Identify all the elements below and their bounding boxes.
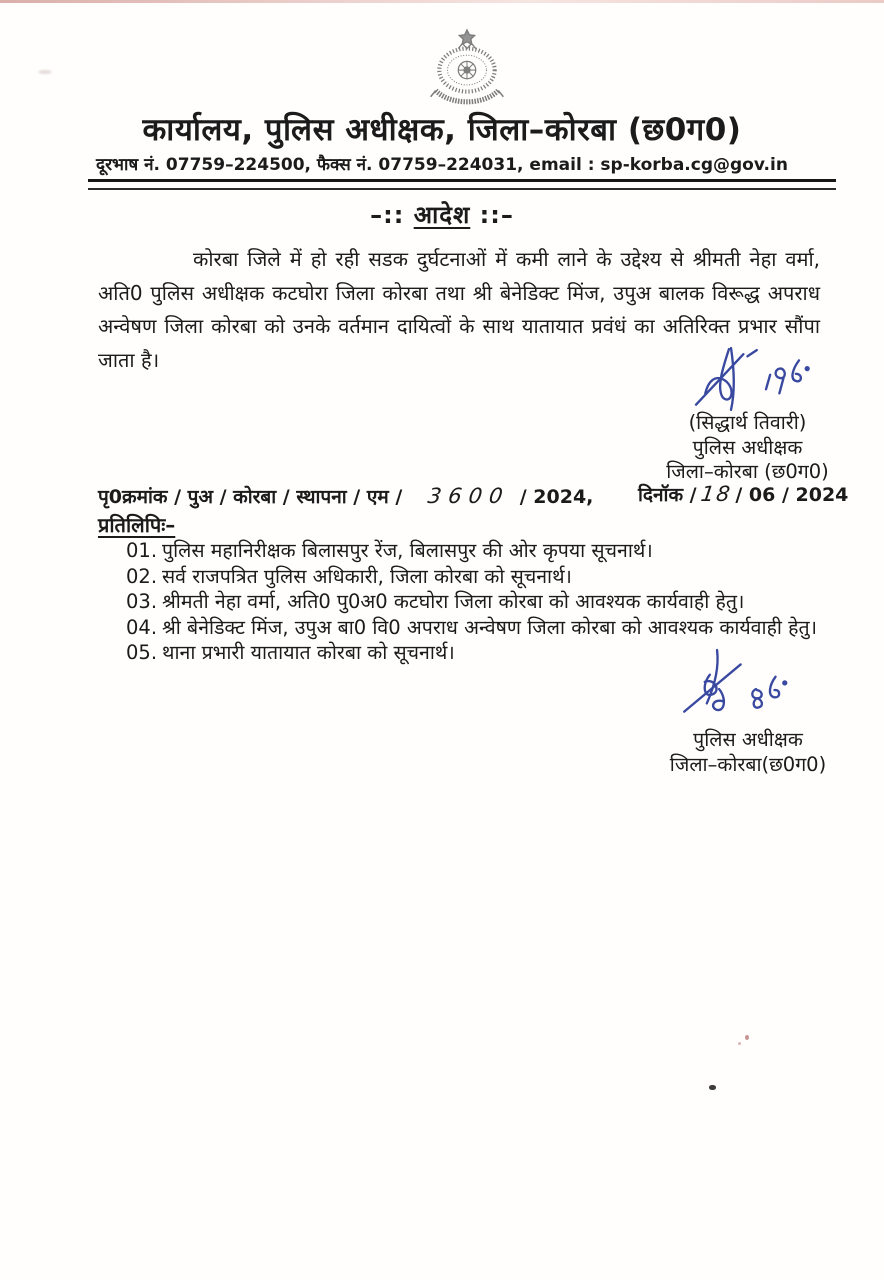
signatory-name: (सिद्धार्थ तिवारी) [688,411,807,434]
reference-date-line [638,481,848,507]
signatory-district: जिला–कोरबा (छ0ग0) [666,460,829,483]
signatory-top-block [625,411,870,485]
scan-edge-artifact [0,0,884,3]
list-item [126,589,817,614]
list-item-text: थाना प्रभारी यातायात कोरबा को सूचनार्थ। [162,641,455,664]
date-day-handwritten: 18 [698,482,734,506]
office-contact-line: दूरभाष नं. 07759–224500, फैक्स नं. 07759–224031, email : sp-korba.cg@gov.in [96,155,788,175]
list-item [126,564,817,589]
list-item-text: श्रीमती नेहा वर्मा, अति0 पु0अ0 कटघोरा जिला कोरबा को आवश्यक कार्यवाही हेतु। [162,590,745,613]
copies-heading: प्रतिलिपिः– [98,513,176,537]
list-item-text: श्री बेनेडिक्ट मिंज, उपुअ बा0 वि0 अपराध अन्वेषण जिला कोरबा को आवश्यक कार्यवाही हेतु। [162,615,818,639]
copies-list [126,538,817,666]
date-rest: / 06 / 2024 [735,484,849,506]
reference-number-line [98,483,593,509]
date-label: दिनॉक / [638,484,697,506]
office-title: कार्यालय, पुलिस अधीक्षक, जिला–कोरबा (छ0ग0) [142,112,742,148]
scan-speck [709,1085,716,1090]
reference-prefix: पृ0क्रमांक / पुअ / कोरबा / स्थापना / एम / [98,486,403,508]
list-item-text: सर्व राजपत्रित पुलिस अधिकारी, जिला कोरबा को सूचनार्थ। [162,564,572,588]
order-heading [0,198,884,231]
list-item-text: पुलिस महानिरीक्षक बिलासपुर रेंज, बिलासपुर की ओर कृपया सूचनार्थ। [162,539,653,562]
reference-suffix: / 2024, [519,486,594,508]
signatory-bottom-block [628,727,868,777]
scan-smudge [38,70,52,74]
signatory-designation: पुलिस अधीक्षक [693,728,803,751]
order-heading-prefix: –:: [370,201,405,229]
list-item-number: 04. [126,615,158,639]
scan-speck [738,1042,741,1045]
list-item-number: 05. [126,641,158,664]
list-item-number: 03. [126,590,158,613]
reference-number-handwritten: 3600 [426,484,512,508]
signatory-designation: पुलिस अधीक्षक [692,435,803,459]
list-item-number: 02. [126,564,158,588]
list-item [126,538,817,563]
list-item [126,615,817,640]
scan-speck [745,1035,749,1040]
order-heading-suffix: ::– [479,201,514,229]
order-body-paragraph: कोरबा जिले में हो रही सडक दुर्घटनाओं में कमी लाने के उद्देश्य से श्रीमती नेहा वर्मा, अति0 पुलिस अधीक्षक कटघोरा जिला कोरबा तथा श्री बेनेडिक्ट मिंज, उपुअ बालक विरूद्ध अपराध अन्वेषण जिला कोरबा को उनके वर्तमान दायित्वों के साथ यातायात प्रवंधं का अतिरिक्त प्रभार सौंपा जाता है। [98,247,820,372]
header-divider [88,179,836,190]
police-crest-icon [413,27,521,113]
list-item [126,640,817,665]
list-item-number: 01. [126,539,158,562]
order-heading-title: आदेश [413,201,471,229]
signatory-district: जिला–कोरबा(छ0ग0) [669,753,827,776]
